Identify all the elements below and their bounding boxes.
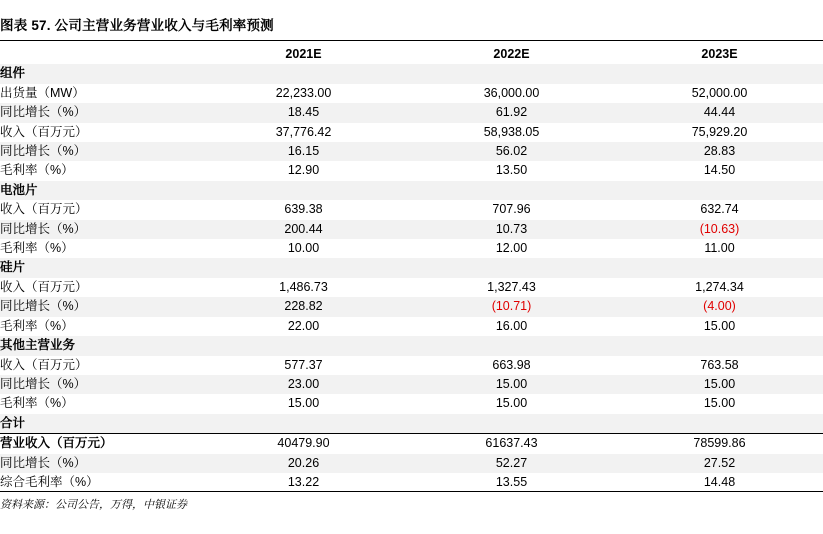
table-cell: 11.00	[704, 241, 735, 256]
table-section-row	[0, 414, 823, 434]
table-section-row	[0, 258, 823, 277]
table-cell: 15.00	[287, 396, 320, 411]
row-label: 综合毛利率（%）	[0, 474, 99, 489]
row-label: 营业收入（百万元）	[0, 434, 200, 454]
table-bottom-divider	[0, 491, 823, 492]
table-row	[0, 103, 823, 122]
table-cell: 58,938.05	[483, 124, 540, 139]
table-cell: 12.00	[495, 241, 528, 256]
table-cell	[407, 258, 616, 277]
row-label: 收入（百万元）	[0, 357, 88, 372]
table-cell	[616, 64, 823, 83]
table-cell: 56.02	[407, 142, 616, 161]
table-row	[0, 84, 823, 103]
table-cell	[407, 414, 616, 434]
source-note: 资料来源：公司公告，万得，中银证券	[0, 499, 187, 511]
header-2023e: 2023E	[701, 47, 738, 61]
table-cell	[407, 64, 616, 83]
row-label: 同比增长（%）	[0, 297, 200, 316]
table-section-row	[0, 434, 823, 454]
table-cell	[616, 181, 823, 200]
table-cell: 15.00	[495, 396, 528, 411]
table-cell: 763.58	[700, 357, 739, 372]
table-row	[0, 317, 823, 336]
table-row	[0, 123, 823, 142]
row-label: 其他主营业务	[0, 336, 200, 355]
table-cell: (4.00)	[616, 297, 823, 316]
table-cell: 61.92	[407, 103, 616, 122]
table-body	[0, 64, 823, 492]
table-cell	[200, 64, 407, 83]
row-label: 收入（百万元）	[0, 279, 88, 294]
table-cell: 37,776.42	[275, 124, 332, 139]
table-row	[0, 356, 823, 375]
table-cell	[200, 181, 407, 200]
table-cell: 23.00	[200, 375, 407, 394]
table-cell: 228.82	[200, 297, 407, 316]
table-section-row	[0, 336, 823, 355]
table-section-row	[0, 181, 823, 200]
table-cell: 52.27	[407, 454, 616, 473]
table-cell: 10.00	[287, 241, 320, 256]
table-header-row	[0, 45, 823, 64]
table-cell: 14.50	[703, 163, 736, 178]
table-cell: 18.45	[200, 103, 407, 122]
table-cell: (10.71)	[407, 297, 616, 316]
table-cell: 663.98	[492, 357, 531, 372]
table-cell: 15.00	[703, 318, 736, 333]
header-2021e: 2021E	[285, 47, 322, 61]
table-cell: 20.26	[200, 454, 407, 473]
table-row	[0, 200, 823, 219]
table-cell: 10.73	[407, 220, 616, 239]
table-row	[0, 161, 823, 180]
table-cell: 22.00	[287, 318, 320, 333]
table-row	[0, 142, 823, 161]
title-divider	[0, 40, 823, 41]
table-cell: 12.90	[287, 163, 320, 178]
row-label: 同比增长（%）	[0, 103, 200, 122]
table-cell	[200, 258, 407, 277]
table-cell	[200, 414, 407, 434]
row-label: 毛利率（%）	[0, 318, 74, 333]
row-label: 毛利率（%）	[0, 396, 74, 411]
table-cell: 14.48	[703, 474, 736, 489]
table-cell: 15.00	[703, 396, 736, 411]
table-cell: 707.96	[492, 202, 531, 217]
table-cell: 639.38	[284, 202, 323, 217]
table-row	[0, 297, 823, 316]
table-cell	[616, 414, 823, 434]
table-cell: 200.44	[200, 220, 407, 239]
table-cell: 28.83	[616, 142, 823, 161]
table-cell	[616, 336, 823, 355]
table-row	[0, 278, 823, 297]
table-cell: 61637.43	[407, 434, 616, 454]
row-label: 电池片	[0, 181, 200, 200]
row-label: 毛利率（%）	[0, 163, 74, 178]
row-label: 出货量（MW）	[0, 85, 85, 100]
table-cell: (10.63)	[616, 220, 823, 239]
row-label: 毛利率（%）	[0, 241, 74, 256]
table-cell: 78599.86	[616, 434, 823, 454]
table-cell: 1,274.34	[695, 279, 744, 294]
table-row	[0, 375, 823, 394]
row-label: 组件	[0, 64, 200, 83]
table-cell: 52,000.00	[691, 85, 748, 100]
table-cell: 22,233.00	[275, 85, 332, 100]
row-label: 收入（百万元）	[0, 202, 88, 217]
table-cell: 16.00	[495, 318, 528, 333]
table-cell: 16.15	[200, 142, 407, 161]
table-cell: 27.52	[616, 454, 823, 473]
table-cell	[200, 336, 407, 355]
table-cell: 13.55	[495, 474, 528, 489]
forecast-table	[0, 45, 823, 492]
table-cell: 44.44	[616, 103, 823, 122]
table-cell: 40479.90	[200, 434, 407, 454]
table-cell: 13.50	[495, 163, 528, 178]
table-cell	[407, 181, 616, 200]
header-2022e: 2022E	[493, 47, 530, 61]
table-cell: 15.00	[407, 375, 616, 394]
row-label: 同比增长（%）	[0, 454, 200, 473]
header-label	[0, 45, 200, 64]
table-cell	[407, 336, 616, 355]
table-row	[0, 220, 823, 239]
table-cell: 1,327.43	[487, 279, 536, 294]
table-cell: 75,929.20	[691, 124, 748, 139]
table-cell: 1,486.73	[279, 279, 328, 294]
row-label: 同比增长（%）	[0, 220, 200, 239]
table-cell: 632.74	[700, 202, 739, 217]
row-label: 硅片	[0, 258, 200, 277]
table-row	[0, 239, 823, 258]
table-cell: 15.00	[616, 375, 823, 394]
table-cell	[616, 258, 823, 277]
table-cell: 13.22	[287, 474, 320, 489]
table-cell: 36,000.00	[483, 85, 540, 100]
table-row	[0, 394, 823, 413]
row-label: 合计	[0, 414, 200, 434]
table-section-row	[0, 64, 823, 83]
table-cell: 577.37	[284, 357, 323, 372]
table-row	[0, 454, 823, 473]
row-label: 收入（百万元）	[0, 124, 88, 139]
table-row	[0, 473, 823, 492]
figure-title: 图表 57. 公司主营业务营业收入与毛利率预测	[0, 18, 274, 33]
row-label: 同比增长（%）	[0, 375, 200, 394]
row-label: 同比增长（%）	[0, 142, 200, 161]
